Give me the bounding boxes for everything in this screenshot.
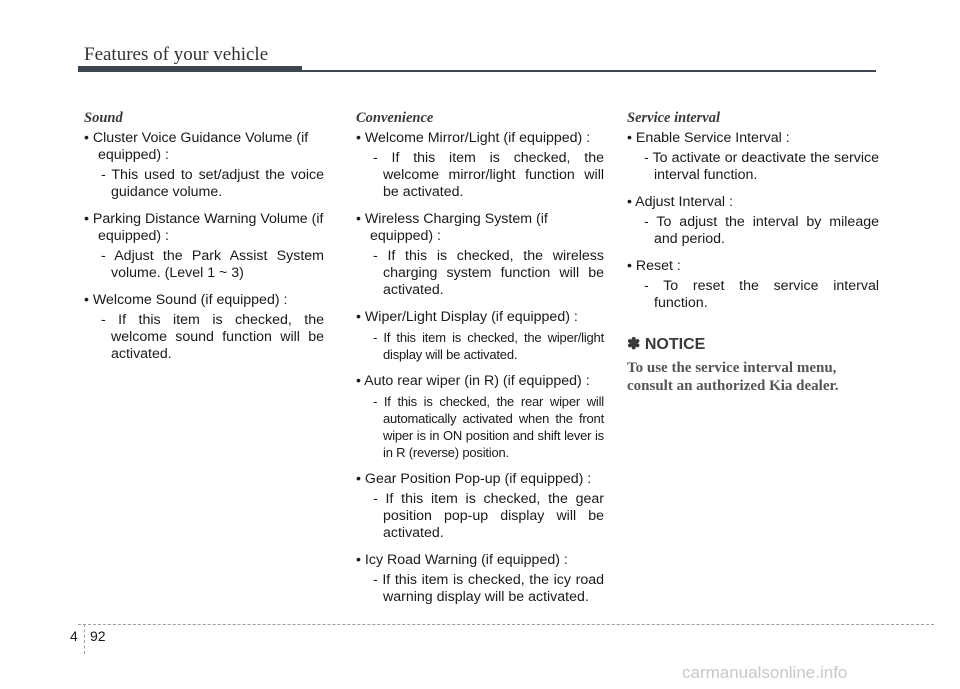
header-accent-bar [78,66,302,72]
list-item [356,211,604,299]
chapter-number: 4 [70,628,78,644]
item-description: - If this item is checked, the welcome sound function will be activated. [101,312,324,362]
section-heading-convenience: Convenience [356,110,434,126]
list-item [356,373,604,461]
item-title: • Parking Distance Warning Volume (if equipped) : [84,211,324,244]
footer-divider [84,624,85,654]
column-service-interval [627,110,879,395]
notice-text: To use the service interval menu, consult an authorized Kia dealer. [627,360,839,394]
footer-rule [78,624,934,625]
item-description: - If this is checked, the rear wiper will automatically activated when the front wiper is in ON position and shift lever is in R (reverse) position. [373,394,604,460]
item-title: • Cluster Voice Guidance Volume (if equipped) : [84,130,309,163]
list-item [627,258,879,312]
list-item [356,471,604,542]
item-title: • Auto rear wiper (in R) (if equipped) : [356,373,590,389]
list-item [84,292,324,363]
page-number: 92 [90,628,106,644]
item-title: • Reset : [627,258,681,274]
list-item [356,552,604,606]
item-title: • Enable Service Interval : [627,130,790,146]
column-convenience [356,110,604,616]
item-description: - Adjust the Park Assist System volume. (Level 1 ~ 3) [101,248,324,281]
header-rule [302,70,876,72]
column-sound [84,110,324,373]
item-title: • Welcome Sound (if equipped) : [84,292,288,308]
item-description: - If this is checked, the wireless charging system function will be activated. [373,248,604,298]
list-item [627,130,879,184]
item-description: - This used to set/adjust the voice guidance volume. [101,167,324,200]
item-description: - To reset the service interval function. [644,278,879,311]
list-item [356,309,604,363]
item-description: - To activate or deactivate the service interval function. [644,150,879,183]
notice-box [627,336,879,395]
list-item [356,130,604,201]
item-title: • Gear Position Pop-up (if equipped) : [356,471,592,487]
item-title: • Wireless Charging System (if equipped) : [356,211,548,244]
item-description: - If this item is checked, the wiper/light display will be activated. [373,330,604,362]
watermark: carmanualsonline.info [682,663,848,682]
list-item [84,211,324,282]
item-title: • Wiper/Light Display (if equipped) : [356,309,578,325]
item-title: • Adjust Interval : [627,194,733,210]
item-description: - If this item is checked, the icy road warning display will be activated. [373,572,604,605]
page-header-title: Features of your vehicle [84,44,269,65]
item-title: • Welcome Mirror/Light (if equipped) : [356,130,591,146]
item-title: • Icy Road Warning (if equipped) : [356,552,568,568]
section-heading-sound: Sound [84,110,123,126]
list-item [627,194,879,248]
item-description: - To adjust the interval by mileage and period. [644,214,879,247]
section-heading-service-interval: Service interval [627,110,721,126]
item-description: - If this item is checked, the gear position pop-up display will be activated. [373,491,604,541]
notice-title: ✽ NOTICE [627,336,706,353]
list-item [84,130,324,201]
item-description: - If this item is checked, the welcome mirror/light function will be activated. [373,150,604,200]
